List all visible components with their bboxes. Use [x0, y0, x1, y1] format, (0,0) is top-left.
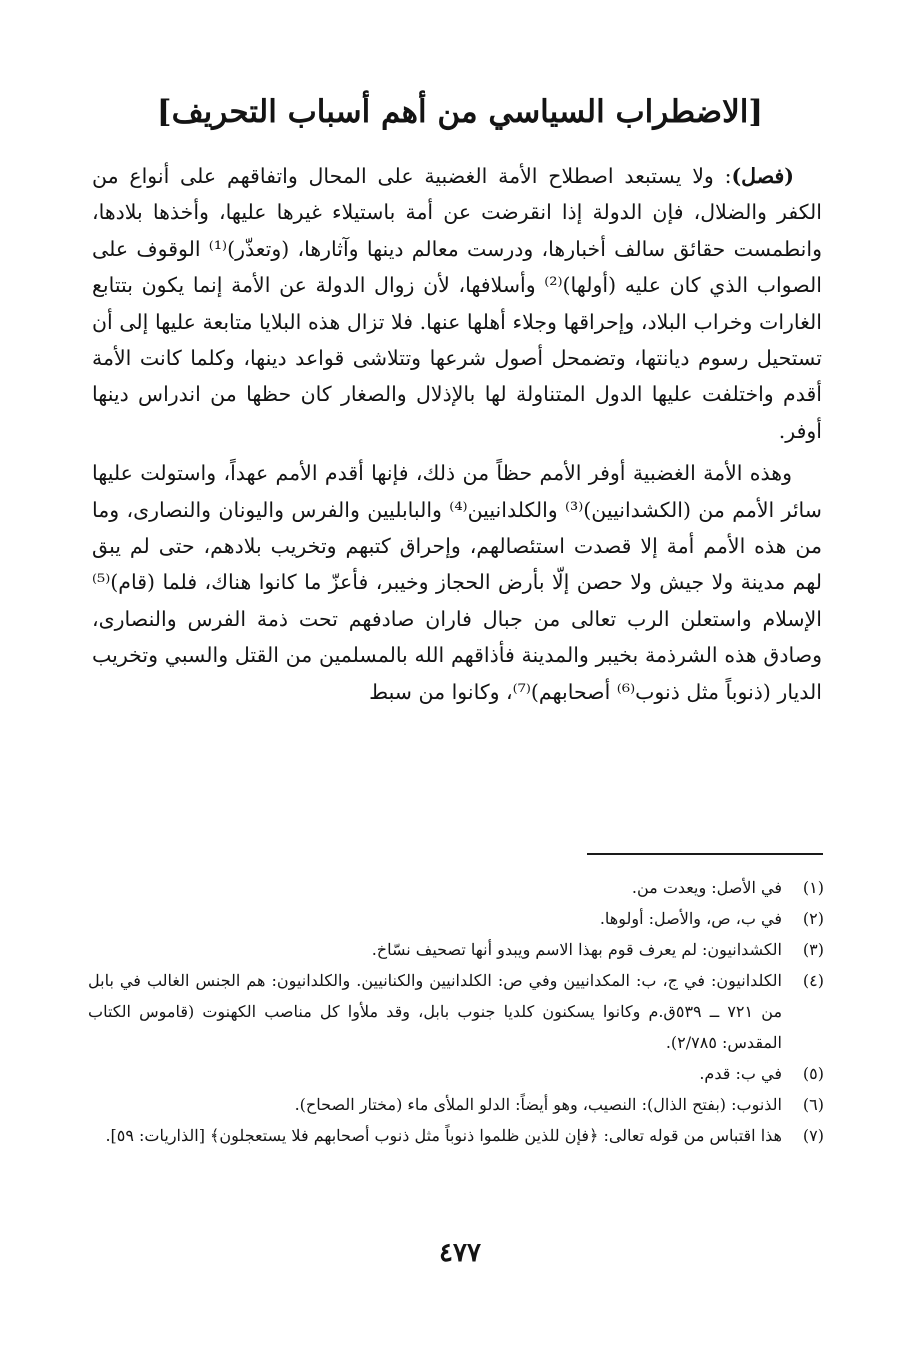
fasl-label: (فصل) — [731, 164, 794, 188]
paragraph-1-text: : ولا يستبعد اصطلاح الأمة الغضبية على المحال واتفاقهم على أنواع من الكفر والضلال، فإن الدولة إذا انقرضت عن أمة باستيلاء غيرها عليها، وأخذها بلادها، وانطمست حقائق سالف أخبارها، ودرست معالم دينها وآثارها، (وتعذّر)⁽¹⁾ الوقوف على الصواب الذي كان عليه (أولها)⁽²⁾ وأسلافها، لأن زوال الدولة عن الأمة إنما يكون بتتابع الغارات وخراب البلاد، وإحراقها وجلاء أهلها عنها. فلا تزال هذه البلايا متابعة عليها إلى أن تستحيل رسوم ديانتها، وتضمحل أصول شرعها وتتلاشى قواعد دينها، وكلما كانت الأمة أقدم واختلفت عليها الدول المتناولة لها بالإذلال والصغار كان حظها من اندراس دينها أوفر. — [92, 164, 822, 443]
main-text — [92, 158, 822, 716]
footnote-5 — [88, 1058, 824, 1089]
footnote-6 — [88, 1089, 824, 1120]
footnote-text: الكلدانيون: في ج، ب: المكدانيين وفي ص: الكلدانيين والكنانيين. والكلدانيون: هم الجنس الغالب في بابل من ٧٢١ ــ ٥٣٩ق.م وكانوا يسكنون كلديا جنوب بابل، وقد ملأوا كل مناصب الكهنوت (قاموس الكتاب المقدس: ٢/٧٨٥). — [88, 971, 783, 1052]
footnote-number: (١) — [802, 878, 824, 897]
paragraph-2: وهذه الأمة الغضبية أوفر الأمم حظاً من ذلك، فإنها أقدم الأمم عهداً، واستولت عليها سائر الأمم من (الكشدانيين)⁽³⁾ والكلدانيين⁽⁴⁾ والبابليين والفرس واليونان والنصارى، وما من هذه الأمم أمة إلا قصدت استئصالهم، وإحراق كتبهم وتخريب بلادهم، حتى لم يبق لهم مدينة ولا جيش ولا حصن إلّا بأرض الحجاز وخيبر، فأعزّ ما كانوا هناك، فلما (قام)⁽⁵⁾ الإسلام واستعلن الرب تعالى من جبال فاران صادفهم تحت ذمة الفرس والنصارى، وصادق هذه الشرذمة بخيبر والمدينة فأذاقهم الله بالمسلمين من القتل والسبي وتخريب الديار (ذنوباً مثل ذنوب⁽⁶⁾ أصحابهم)⁽⁷⁾، وكانوا من سبط — [92, 461, 823, 704]
footnote-text: الكشدانيون: لم يعرف قوم بهذا الاسم ويبدو أنها تصحيف نسّاخ. — [371, 940, 782, 959]
footnote-3 — [88, 934, 824, 965]
footnote-text: الذنوب: (بفتح الذال): النصيب، وهو أيضاً: الدلو الملأى ماء (مختار الصحاح). — [294, 1095, 782, 1114]
footnote-text: في الأصل: ويعدت من. — [631, 878, 782, 897]
footnote-4 — [88, 965, 824, 1058]
footnote-number: (٤) — [802, 971, 824, 990]
section-title: [الاضطراب السياسي من أهم أسباب التحريف] — [156, 94, 764, 130]
footnote-2 — [88, 903, 824, 934]
page-number: ٤٧٧ — [439, 1238, 481, 1268]
footnote-number: (٥) — [802, 1064, 824, 1083]
footnote-7 — [88, 1120, 824, 1151]
footnote-separator — [587, 853, 823, 855]
footnote-number: (٣) — [802, 940, 824, 959]
footnote-text: في ب، ص، والأصل: أولوها. — [599, 909, 782, 928]
footnote-number: (٦) — [802, 1095, 824, 1114]
paragraph-1 — [92, 158, 822, 449]
footnote-number: (٧) — [802, 1126, 824, 1145]
footnote-1 — [88, 872, 824, 903]
footnote-text: هذا اقتباس من قوله تعالى: ﴿فإن للذين ظلموا ذنوباً مثل ذنوب أصحابهم فلا يستعجلون﴾ [الذاريات: ٥٩]. — [105, 1126, 782, 1145]
footnotes — [88, 872, 824, 1151]
footnote-number: (٢) — [802, 909, 824, 928]
footnote-text: في ب: قدم. — [699, 1064, 782, 1083]
